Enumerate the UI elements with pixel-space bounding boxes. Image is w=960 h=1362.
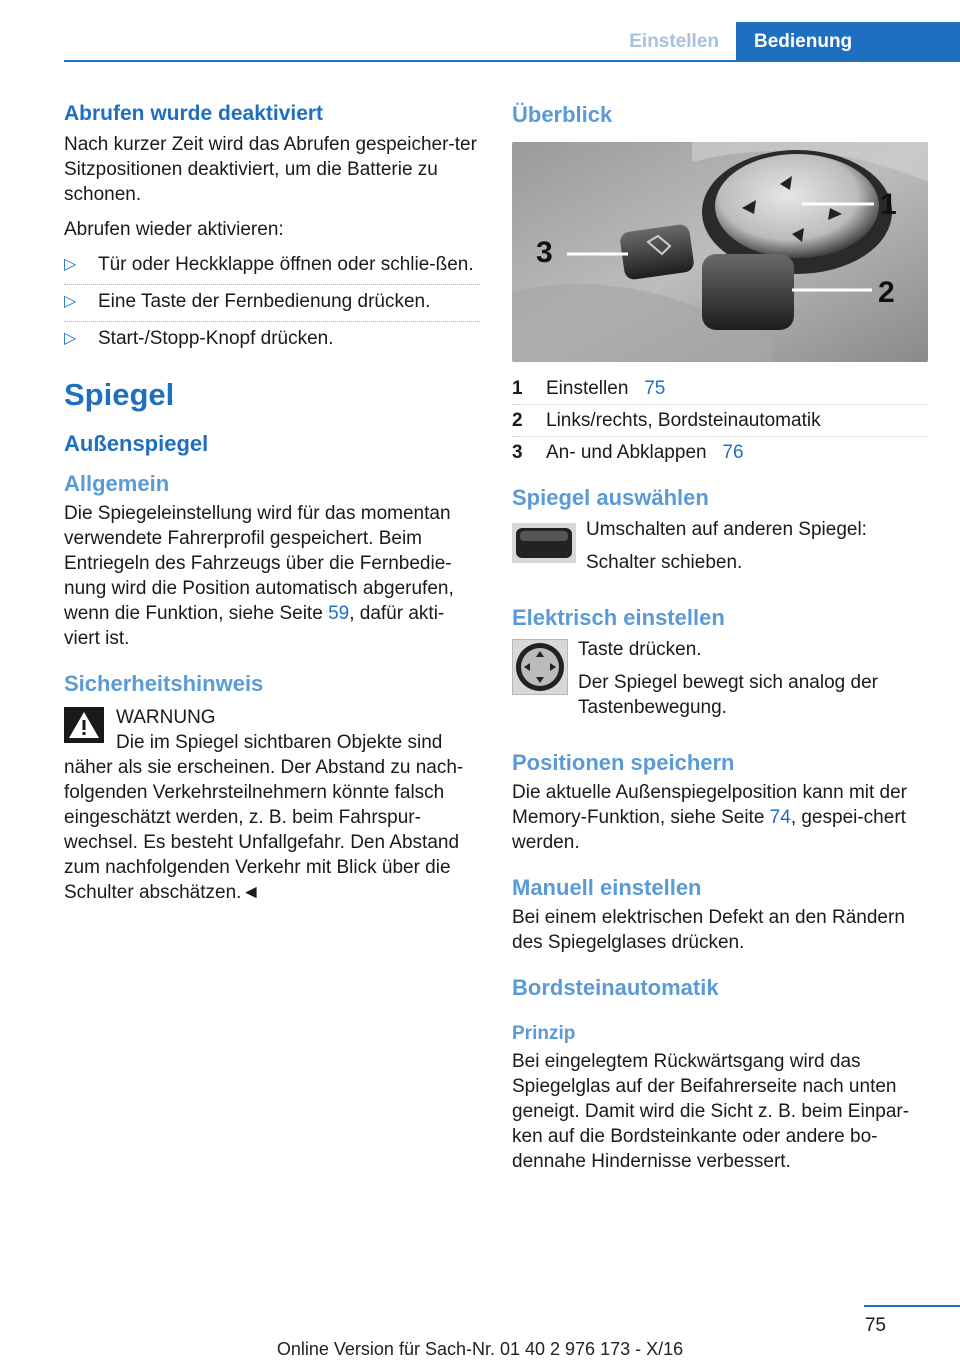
footer-version-text: Online Version für Sach-Nr. 01 40 2 976 173 - X/16 — [276, 1339, 684, 1359]
heading-spiegel-auswaehlen: Spiegel auswählen — [512, 485, 709, 510]
paragraph-abrufen: Nach kurzer Zeit wird das Abrufen gespeicher-ter Sitzpositionen deaktiviert, um die Batterie zu schonen. — [64, 134, 477, 205]
page-link-76[interactable]: 76 — [722, 442, 744, 463]
list-item: ▷ Eine Taste der Fernbedienung drücken. — [64, 289, 480, 320]
heading-allgemein: Allgemein — [64, 471, 170, 496]
legend-item: 2 Links/rechts, Bordsteinautomatik — [512, 408, 928, 433]
heading-manuell-einstellen: Manuell einstellen — [512, 875, 702, 900]
page-link-74[interactable]: 74 — [769, 807, 791, 828]
warning-text: Die im Spiegel sichtbaren Objekte sind näher als sie erscheinen. Der Abstand zu nach-folgenden Verkehrsteilnehmern könnte falsch eingeschätzt werden, z. B. beim Fahrspur-wechsel. Es besteht Unfallgefahr. Den Abstand zum nachfolgenden Verkehr mit Blick über die Schulter abschätzen.◄ — [64, 732, 464, 903]
heading-prinzip: Prinzip — [512, 1023, 576, 1044]
paragraph-allgemein: Die Spiegeleinstellung wird für das momentan verwendete Fahrerprofil gespeichert. Beim Entriegeln des Fahrzeugs über die Fernbedie-nung wird die Position automatisch abgerufen, wenn die Funktion, siehe Seite 59, dafür akti-viert ist. — [64, 503, 454, 649]
photo-label-2: 2 — [878, 276, 895, 309]
paragraph-manuell: Bei einem elektrischen Defekt an den Rändern des Spiegelglases drücken. — [512, 907, 905, 953]
heading-sicherheitshinweis: Sicherheitshinweis — [64, 671, 264, 696]
heading-abrufen-deaktiviert: Abrufen wurde deaktiviert — [64, 102, 324, 125]
warning-title: WARNUNG — [116, 707, 216, 728]
page-link-75[interactable]: 75 — [644, 378, 666, 399]
paragraph-prinzip: Bei eingelegtem Rückwärtsgang wird das Spiegelglas auf der Beifahrerseite nach unten geneigt. Damit wird die Sicht z. B. beim Einpar-ken auf die Bordsteinkante oder andere bo-dennahe Hindernisse verbessert. — [512, 1051, 910, 1172]
heading-aussenspiegel: Außenspiegel — [64, 431, 209, 456]
paragraph-positionen: Die aktuelle Außenspiegelposition kann mit der Memory-Funktion, siehe Seite 74, gespei-chert werden. — [512, 782, 908, 853]
triangle-bullet-icon: ▷ — [64, 330, 77, 347]
triangle-bullet-icon: ▷ — [64, 256, 77, 273]
header-rule — [64, 60, 960, 62]
paragraph-abrufen-intro: Abrufen wieder aktivieren: — [64, 219, 284, 240]
mirror-adjust-knob-icon — [512, 639, 568, 695]
warning-icon — [64, 707, 104, 743]
warning-block — [64, 705, 480, 905]
mirror-switch-icon — [512, 523, 576, 563]
heading-spiegel: Spiegel — [64, 377, 175, 412]
list-item: ▷ Start-/Stopp-Knopf drücken. — [64, 328, 334, 349]
page-number: 75 — [864, 1315, 886, 1336]
left-column — [64, 100, 480, 905]
page-link-59[interactable]: 59 — [328, 603, 350, 624]
legend-item: 1 Einstellen 75 — [512, 376, 928, 401]
heading-positionen-speichern: Positionen speichern — [512, 750, 735, 775]
legend-item: 3 An- und Abklappen 76 — [512, 442, 744, 463]
mirror-control-illustration — [512, 142, 928, 362]
tab-einstellen[interactable]: Einstellen — [629, 31, 719, 52]
auswaehlen-block: Umschalten auf anderen Spiegel: Schalter schieben. — [512, 517, 928, 575]
list-item: ▷ Tür oder Heckklappe öffnen oder schlie-ßen. — [64, 252, 480, 283]
heading-ueberblick: Überblick — [512, 102, 613, 127]
mirror-control-photo — [512, 142, 928, 362]
abrufen-list — [64, 252, 480, 357]
triangle-bullet-icon: ▷ — [64, 293, 77, 310]
legend-list — [512, 376, 928, 465]
elektrisch-block: Taste drücken. Der Spiegel bewegt sich analog der Tastenbewegung. — [512, 637, 928, 720]
heading-bordsteinautomatik: Bordsteinautomatik — [512, 975, 719, 1000]
right-column — [512, 100, 928, 1184]
footer-rule — [864, 1305, 960, 1307]
page-header — [64, 0, 960, 62]
tab-bedienung[interactable]: Bedienung — [736, 22, 960, 62]
photo-label-3: 3 — [536, 236, 553, 269]
heading-elektrisch-einstellen: Elektrisch einstellen — [512, 605, 725, 630]
photo-label-1: 1 — [880, 188, 897, 221]
